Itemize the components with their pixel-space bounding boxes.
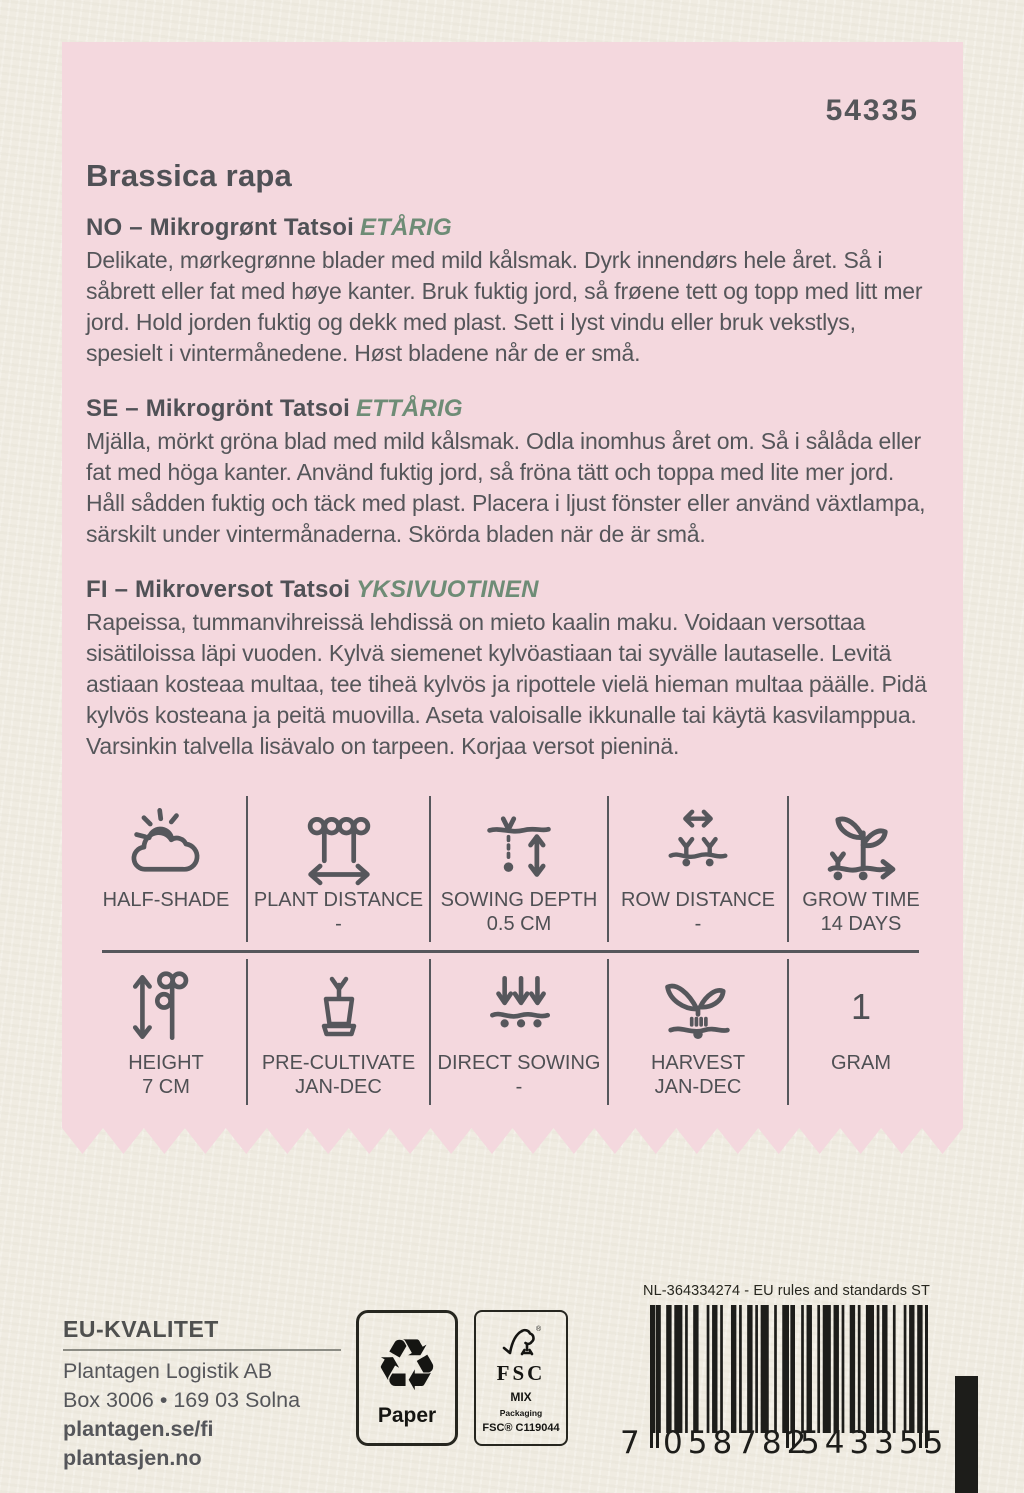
barcode-left-digits: 058782 — [663, 1425, 812, 1461]
website-no: plantasjen.no — [63, 1446, 202, 1470]
section-heading-fi — [86, 576, 933, 604]
ean-barcode — [620, 1283, 949, 1461]
direct-sowing-icon — [477, 963, 561, 1051]
cell-label: DIRECT SOWING — [437, 1052, 601, 1074]
cell-value: 14 DAYS — [820, 913, 902, 935]
cell-label: ROW DISTANCE — [620, 889, 776, 911]
barcode-guard — [656, 1305, 659, 1448]
cell-height — [86, 959, 246, 1105]
cell-value: - — [335, 913, 342, 935]
cell-value: 0.5 CM — [486, 913, 552, 935]
grow-time-icon — [815, 800, 907, 888]
cell-label: PLANT DISTANCE — [253, 889, 424, 911]
cell-label: GROW TIME — [802, 889, 920, 911]
grid-divider-line — [102, 950, 919, 953]
section-body-no: Delikate, mørkegrønne blader med mild kålsmak. Dyrk innendørs hele året. Så i såbrett eller fat med høye kanter. Bruk fuktig jord, så frøene tett og topp med litt mer jord. Hold jorden fuktig og dekk med plast. Sett i lyst vindu eller bruk vekstlys, spesielt i vintermånedene. Høst bladene når de er små. — [86, 247, 923, 366]
sowing-depth-icon — [476, 800, 562, 888]
fsc-scope: Packaging — [499, 1408, 543, 1418]
plant-distance-icon — [296, 800, 382, 888]
section-heading-no — [86, 214, 933, 242]
half-shade-icon — [123, 800, 209, 888]
section-body-fi: Rapeissa, tummanvihreissä lehdissä on mieto kaalin maku. Voidaan versottaa sisätiloissa läpi vuoden. Kylvä siemenet kylvöastiaan tai syvälle lautaselle. Levitä astiaan kosteaa multaa, tee tiheä kylvös ja ripottele vielä hieman multaa päälle. Pidä kylvös kosteana ja peitä muovilla. Aseta valoisalle ikkunalle tai käytä kasvilamppua. Varsinkin talvella lisävalo on tarpeen. Korjaa versot pieninä. — [86, 609, 927, 759]
cell-grow-time — [787, 796, 933, 942]
section-swedish — [86, 395, 933, 550]
cell-label: HALF-SHADE — [102, 889, 230, 911]
botanical-name: Brassica rapa — [86, 158, 292, 193]
lifecycle-badge: ETTÅRIG — [355, 395, 463, 422]
cell-pre-cultivate — [246, 959, 429, 1105]
fsc-certification-badge — [474, 1310, 568, 1446]
cell-value: - — [515, 1076, 523, 1098]
height-icon — [125, 963, 207, 1051]
section-finnish — [86, 576, 933, 762]
cell-label: HARVEST — [650, 1052, 746, 1074]
cell-half-shade — [86, 796, 246, 942]
seed-packet-back-panel — [62, 42, 963, 1128]
registered-mark: ® — [536, 1326, 542, 1333]
zigzag-edge — [62, 1128, 963, 1154]
barcode-bars — [650, 1305, 928, 1433]
fsc-grade: MIX — [510, 1390, 532, 1404]
section-norwegian — [86, 214, 933, 369]
gram-quantity: 1 — [850, 986, 872, 1027]
pre-cultivate-icon — [299, 963, 379, 1051]
section-heading-text: FI – Mikroversot Tatsoi — [86, 576, 351, 603]
harvest-icon — [654, 963, 742, 1051]
grid-row-1 — [86, 796, 933, 942]
fsc-brand: FSC — [496, 1361, 546, 1385]
cell-direct-sowing — [429, 959, 607, 1105]
recycle-icon: ♻ — [374, 1323, 440, 1407]
cell-plant-distance — [246, 796, 429, 942]
fsc-tree-icon — [499, 1324, 543, 1360]
cell-gram — [787, 959, 933, 1105]
cell-value: JAN-DEC — [654, 1076, 742, 1098]
lifecycle-badge: YKSIVUOTINEN — [356, 576, 539, 603]
section-heading-text: SE – Mikrogrönt Tatsoi — [86, 395, 350, 422]
quality-heading: EU-KVALITET — [63, 1316, 341, 1351]
paper-label: Paper — [377, 1404, 437, 1427]
paper-recycling-badge — [356, 1310, 458, 1446]
lifecycle-badge: ETÅRIG — [359, 214, 452, 241]
grid-row-2 — [86, 959, 933, 1105]
barcode-reference: NL-364334274 - EU rules and standards ST — [643, 1283, 930, 1299]
section-heading-text: NO – Mikrogrønt Tatsoi — [86, 214, 354, 241]
cell-harvest — [607, 959, 787, 1105]
cell-value: - — [694, 913, 702, 935]
website-fi: plantagen.se/fi — [63, 1417, 214, 1441]
section-heading-se — [86, 395, 933, 423]
barcode-lead-digit: 7 — [620, 1425, 640, 1461]
section-body-se: Mjälla, mörkt gröna blad med mild kålsmak. Odla inomhus året om. Så i sålåda eller fat med höga kanter. Använd fuktig jord, så fröna tätt och toppa med lite mer jord. Håll sådden fuktig och täck med plast. Placera i ljust fönster eller använd växtlampa, särskilt under vintermånaderna. Skörda bladen när de är små. — [86, 428, 926, 547]
company-address: Box 3006 • 169 03 Solna — [63, 1388, 301, 1412]
barcode-right-digits: 543355 — [800, 1425, 949, 1461]
growing-info-grid — [86, 796, 933, 1105]
cell-label: PRE-CULTIVATE — [261, 1052, 416, 1074]
print-registration-mark — [955, 1376, 978, 1493]
cell-label: GRAM — [831, 1052, 891, 1074]
fsc-license: FSC® C119044 — [482, 1422, 560, 1434]
cell-sowing-depth — [429, 796, 607, 942]
cell-label: SOWING DEPTH — [440, 889, 598, 911]
cell-row-distance — [607, 796, 787, 942]
row-distance-icon — [659, 800, 737, 888]
cell-label: HEIGHT — [128, 1052, 204, 1074]
barcode-guard — [650, 1305, 653, 1448]
cell-value: JAN-DEC — [295, 1076, 382, 1098]
company-name: Plantagen Logistik AB — [63, 1359, 273, 1383]
distributor-block — [63, 1316, 341, 1473]
item-number: 54335 — [825, 94, 919, 127]
cell-value: 7 CM — [142, 1076, 190, 1098]
